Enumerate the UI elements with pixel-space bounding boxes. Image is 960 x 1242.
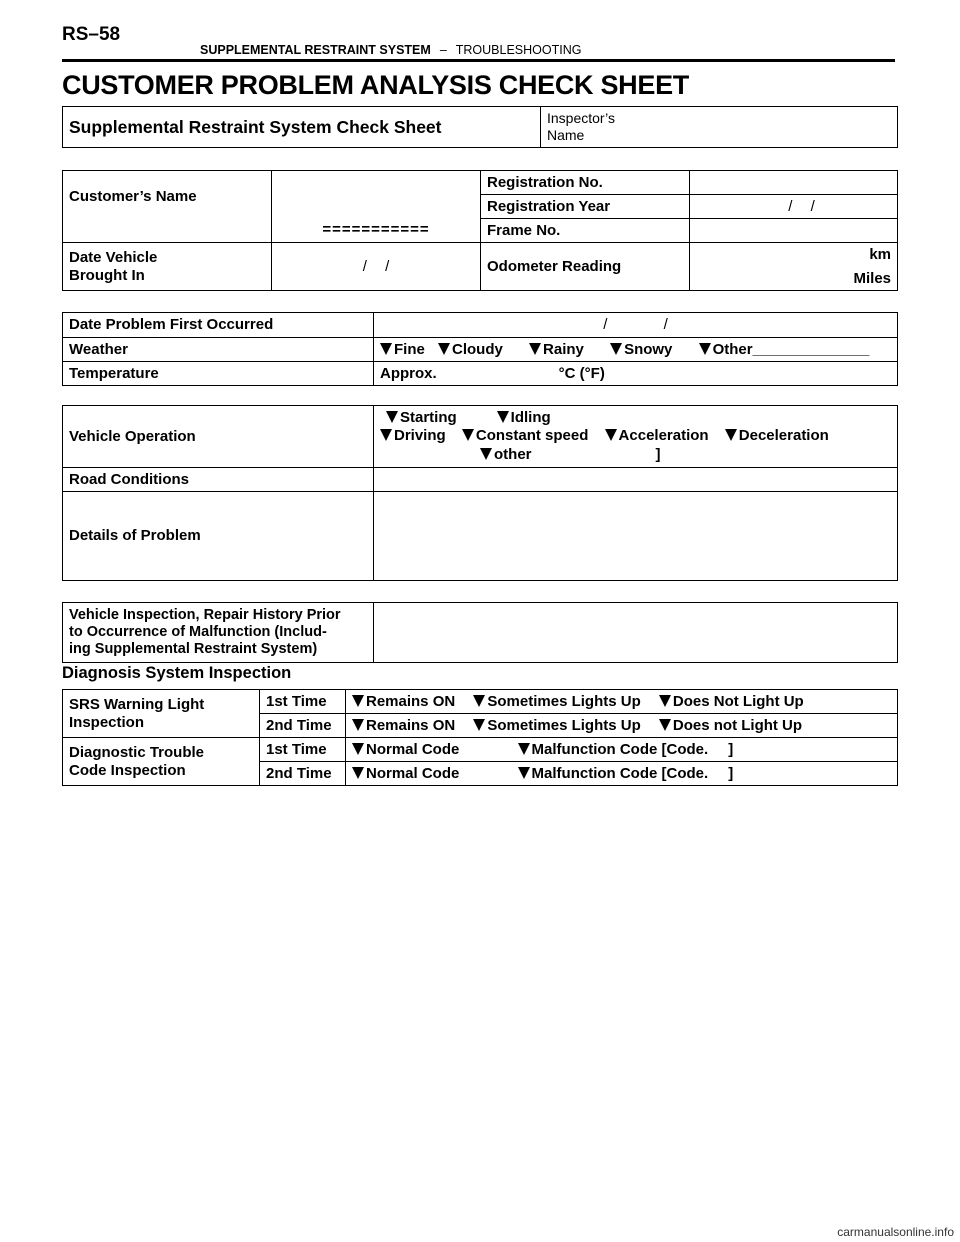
- operation-starting-option[interactable]: Starting: [386, 409, 457, 426]
- check-triangle-icon: [497, 411, 509, 423]
- operation-other-bracket: ]: [655, 445, 661, 463]
- odometer-field[interactable]: [690, 243, 898, 291]
- srs1-remains-on-option[interactable]: Remains ON: [352, 693, 455, 710]
- diagnosis-table: [62, 689, 898, 786]
- dtc-second-time-options: [346, 762, 898, 786]
- diagnosis-heading: Diagnosis System Inspection: [62, 664, 292, 682]
- section-dash: –: [439, 43, 447, 57]
- srs-second-time-options: [346, 714, 898, 738]
- check-triangle-icon: [473, 719, 485, 731]
- repair-history-field[interactable]: [374, 603, 898, 663]
- dtc-second-time-label: 2nd Time: [260, 762, 346, 786]
- frame-no-label: Frame No.: [481, 219, 690, 243]
- check-triangle-icon: [529, 343, 541, 355]
- section-title: SUPPLEMENTAL RESTRAINT SYSTEM: [200, 43, 431, 57]
- check-triangle-icon: [659, 695, 671, 707]
- check-triangle-icon: [610, 343, 622, 355]
- dtc1-normal-code-option[interactable]: Normal Code: [352, 741, 459, 758]
- customer-name-field[interactable]: ===========: [272, 171, 481, 243]
- date-first-occurred-field[interactable]: / /: [374, 313, 898, 338]
- srs-first-time-options: [346, 690, 898, 714]
- srs-first-time-label: 1st Time: [260, 690, 346, 714]
- srs1-sometimes-option[interactable]: Sometimes Lights Up: [473, 693, 640, 710]
- temperature-unit: °C (°F): [558, 364, 605, 382]
- odometer-km-unit: km: [869, 246, 891, 264]
- dtc2-code-bracket: ]: [728, 764, 734, 782]
- check-triangle-icon: [386, 411, 398, 423]
- srs2-remains-on-option[interactable]: Remains ON: [352, 717, 455, 734]
- srs2-does-not-light-option[interactable]: Does not Light Up: [659, 717, 802, 734]
- registration-year-field[interactable]: / /: [690, 195, 898, 219]
- check-triangle-icon: [352, 719, 364, 731]
- weather-fine-option[interactable]: Fine: [380, 341, 425, 358]
- check-triangle-icon: [659, 719, 671, 731]
- vehicle-operation-label: Vehicle Operation: [63, 406, 374, 468]
- check-sheet-name: Supplemental Restraint System Check Sheet: [63, 107, 541, 148]
- conditions-table: [62, 312, 898, 386]
- check-triangle-icon: [352, 767, 364, 779]
- operation-other-option[interactable]: other: [480, 446, 532, 463]
- weather-other-option[interactable]: Other______________: [699, 341, 870, 358]
- operation-idling-option[interactable]: Idling: [497, 409, 551, 426]
- operation-acceleration-option[interactable]: Acceleration: [605, 427, 709, 444]
- check-triangle-icon: [438, 343, 450, 355]
- dtc-inspection-label: Diagnostic Trouble Code Inspection: [63, 738, 260, 786]
- registration-no-label: Registration No.: [481, 171, 690, 195]
- check-triangle-icon: [380, 343, 392, 355]
- customer-info-table: [62, 170, 898, 291]
- repair-history-label: Vehicle Inspection, Repair History Prior to Occurrence of Malfunction (Includ- ing Supplemental Restraint System): [63, 603, 374, 663]
- odometer-miles-unit: Miles: [853, 269, 891, 287]
- srs-second-time-label: 2nd Time: [260, 714, 346, 738]
- page-title: CUSTOMER PROBLEM ANALYSIS CHECK SHEET: [62, 70, 689, 100]
- road-conditions-label: Road Conditions: [63, 468, 374, 492]
- check-triangle-icon: [605, 429, 617, 441]
- dtc-first-time-options: [346, 738, 898, 762]
- check-triangle-icon: [380, 429, 392, 441]
- srs-warning-light-label: SRS Warning Light Inspection: [63, 690, 260, 738]
- check-sheet-header-table: [62, 106, 898, 148]
- details-of-problem-label: Details of Problem: [63, 492, 374, 581]
- check-triangle-icon: [473, 695, 485, 707]
- check-triangle-icon: [352, 695, 364, 707]
- page-number: RS–58: [62, 24, 121, 45]
- dtc1-malfunction-code-option[interactable]: Malfunction Code [Code.: [518, 741, 709, 758]
- frame-no-field[interactable]: [690, 219, 898, 243]
- check-triangle-icon: [462, 429, 474, 441]
- srs1-does-not-light-option[interactable]: Does Not Light Up: [659, 693, 804, 710]
- check-triangle-icon: [518, 743, 530, 755]
- check-triangle-icon: [699, 343, 711, 355]
- check-triangle-icon: [352, 743, 364, 755]
- header-rule: [62, 59, 895, 62]
- registration-year-label: Registration Year: [481, 195, 690, 219]
- odometer-label: Odometer Reading: [481, 243, 690, 291]
- dtc2-malfunction-code-option[interactable]: Malfunction Code [Code.: [518, 765, 709, 782]
- watermark: carmanualsonline.info: [837, 1225, 954, 1239]
- weather-options: [374, 338, 898, 362]
- temperature-approx: Approx.: [380, 364, 437, 382]
- history-table: [62, 602, 898, 663]
- section-header: [200, 43, 581, 57]
- date-brought-in-field[interactable]: / /: [272, 243, 481, 291]
- weather-rainy-option[interactable]: Rainy: [529, 341, 584, 358]
- dtc-first-time-label: 1st Time: [260, 738, 346, 762]
- dtc1-code-bracket: ]: [728, 740, 734, 758]
- temperature-field[interactable]: [374, 362, 898, 386]
- dtc2-normal-code-option[interactable]: Normal Code: [352, 765, 459, 782]
- section-subtitle: TROUBLESHOOTING: [455, 43, 582, 57]
- road-conditions-field[interactable]: [374, 468, 898, 492]
- check-triangle-icon: [518, 767, 530, 779]
- details-of-problem-field[interactable]: [374, 492, 898, 581]
- operation-driving-option[interactable]: Driving: [380, 427, 446, 444]
- operation-table: [62, 405, 898, 581]
- srs2-sometimes-option[interactable]: Sometimes Lights Up: [473, 717, 640, 734]
- date-first-occurred-label: Date Problem First Occurred: [63, 313, 374, 338]
- operation-deceleration-option[interactable]: Deceleration: [725, 427, 829, 444]
- check-triangle-icon: [725, 429, 737, 441]
- registration-no-field[interactable]: [690, 171, 898, 195]
- vehicle-operation-options: [374, 406, 898, 468]
- inspector-name-field[interactable]: Inspector’s Name: [541, 107, 898, 148]
- temperature-label: Temperature: [63, 362, 374, 386]
- weather-label: Weather: [63, 338, 374, 362]
- weather-snowy-option[interactable]: Snowy: [610, 341, 672, 358]
- date-brought-in-label: Date Vehicle Brought In: [63, 243, 272, 291]
- weather-cloudy-option[interactable]: Cloudy: [438, 341, 503, 358]
- customer-name-label: Customer’s Name: [63, 171, 272, 243]
- operation-constant-speed-option[interactable]: Constant speed: [462, 427, 589, 444]
- check-triangle-icon: [480, 448, 492, 460]
